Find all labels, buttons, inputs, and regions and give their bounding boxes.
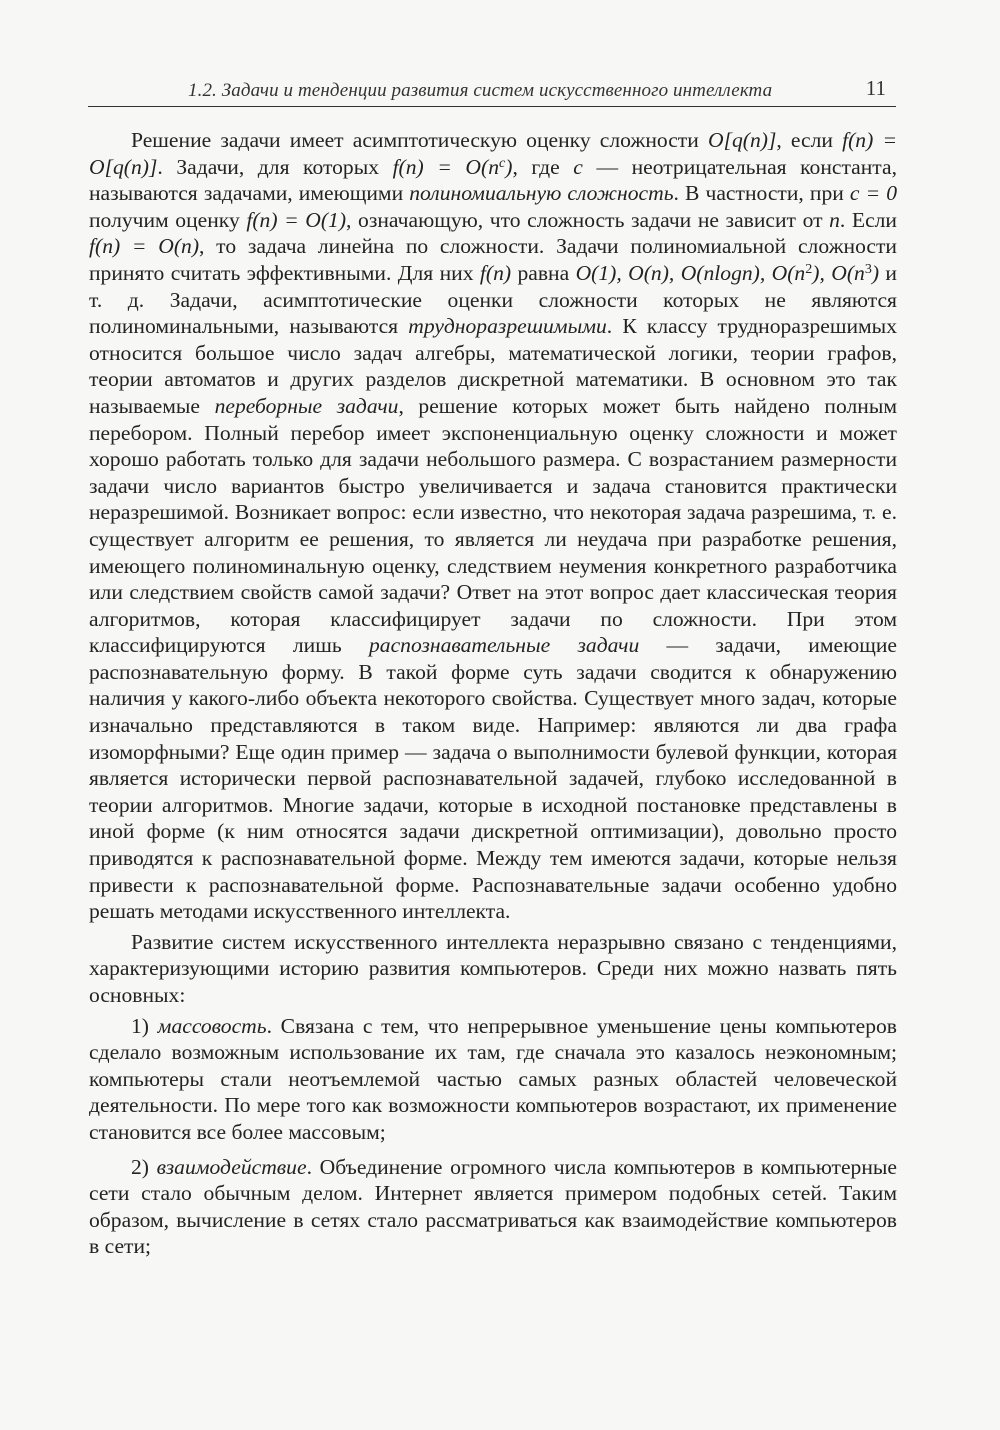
- term-search-problems: переборные задачи: [214, 393, 399, 418]
- term-polynomial-complexity: полиномиальную сложность: [409, 181, 674, 206]
- page-body: [89, 127, 897, 1260]
- term-mass-adoption: массовость: [157, 1013, 267, 1038]
- header-title: 1.2. Задачи и тенденции развития систем искусственного интеллекта: [188, 80, 773, 101]
- list-item-mass-adoption: 1) массовость. Связана с тем, что непрерывное уменьшение цены компьютеров сделало возможным использование их там, где сначала это казалось неэкономным; компьютеры стали неотъемлемой частью самых разных областей человеческой деятельности. По мере того как возможности компьютеров возрастают, их применение становится все более массовым;: [89, 1013, 897, 1144]
- list-item-interaction: 2) взаимодействие. Объединение огромного числа компьютеров в компьютерные сети стало обычным делом. Интернет является примером подобных сетей. Таким образом, вычисление в сетях стало рассматриваться как взаимодействие компьютеров в сети;: [89, 1154, 898, 1259]
- paragraph-complexity: Решение задачи имеет асимптотическую оценку сложности O[q(n)], если f(n) = O[q(n)]. Задачи, для которых $f(n) = O(n^c)$, где c — неотрицательная константа, называются задачами, имеющими полиномиальную сложность. В частности, при c = 0 получим оценку f(n) = O(1), означающую, что сложность задачи не зависит от n. Если f(n) = O(n), то задача линейна по сложности. Задачи полиномиальной сложности принято считать эффективными. Для них f(n) равна O(1), O(n), O(nlogn), $O(n^2)$, $O(n^3)$ и т. д. Задачи, асимптотические оценки сложности которых не являются полиноминальными, называются трудноразрешимыми. К классу трудноразрешимых относится большое число задач алгебры, математической логики, теории графов, теории автоматов и других разделов дискретной математики. В основном это так называемые переборные задачи, решение которых может быть найдено полным перебором. Полный перебор имеет экспоненциальную оценку сложности и может хорошо работать только для задачи небольшого размера. С возрастанием размерности задачи число вариантов быстро увеличивается и задача становится практически неразрешимой. Возникает вопрос: если известно, что некоторая задача разрешима, т. е. существует алгоритм ее решения, то является ли неудача при разработке решения, имеющего полиноминальную оценку, следствием неумения конкретного разработчика или следствием свойств самой задачи? Ответ на этот вопрос дает классическая теория алгоритмов, которая классифицирует задачи по сложности. При этом классифицируются лишь распознавательные задачи — задачи, имеющие распознавательную форму. В такой форме суть задачи сводится к обнаружению наличия у какого-либо объекта некоторого свойства. Существует много задач, которые изначально представляются в таком виде. Например: являются ли два графа изоморфными? Еще один пример — задача о выполнимости булевой функции, которая является исторически первой распознавательной задачей, глубоко исследованной в теории алгоритмов. Многие задачи, которые в исходной постановке представлены в иной форме (к ним относятся задачи дискретной оптимизации), довольно просто приводятся к распознавательной форме. Между тем имеются задачи, которые нельзя привести к распознавательной форме. Распознавательные задачи особенно удобно решать методами искусственного интеллекта.: [89, 128, 898, 924]
- term-decision-problems: распознавательные задачи: [368, 633, 640, 658]
- paragraph-trends: Развитие систем искусственного интеллекта неразрывно связано с тенденциями, характеризующими историю развития компьютеров. Среди них можно назвать пять основных:: [89, 929, 897, 1007]
- page-number: 11: [865, 76, 886, 100]
- term-interaction: взаимодействие: [156, 1154, 307, 1179]
- running-header: [88, 70, 896, 107]
- term-intractable: трудноразрешимыми: [408, 314, 607, 339]
